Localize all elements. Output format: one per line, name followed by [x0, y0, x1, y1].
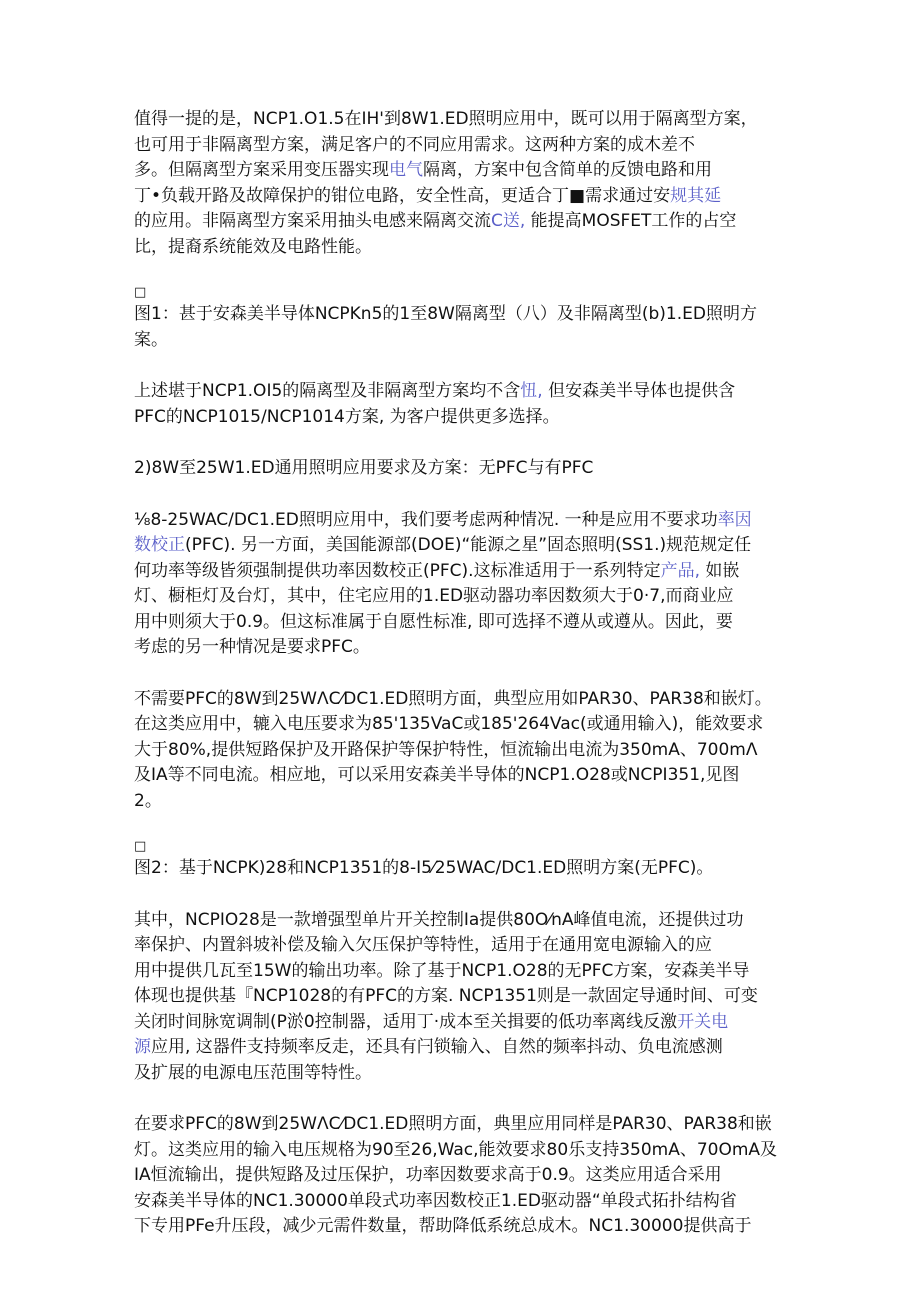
text-run: 其中，NCPIO28是一款增强型单片开关控制Ia提供80O⁄nA峰值电流，还提供过功 率保护、内置斜坡补偿及输入欠压保护等特性，适用于在通用宽电源输入的应 用中提供几瓦至15W的输出功率。除了基于NCP1.O28的无PFC方案，安森美半导 体现也提供基『NCP1028的有PFC的方案. NCP1351则是一款固定导通时间、可变 关闭时间脉宽调制(P淤0控制器，适用丁·成本至关揖要的低功率离线反激	[134, 909, 758, 1032]
paragraph-ncp1028-ncp1351	[134, 908, 784, 1087]
keyword-link-ac[interactable]: C送,	[491, 211, 526, 231]
keyword-link-switching-power[interactable]: 开关电 源	[134, 1011, 729, 1057]
text-run: ⅛8-25WAC/DC1.ED照明应用中，我们要考虑两种情况. 一种是应用不要求功	[134, 509, 718, 530]
keyword-link-electric[interactable]: 电气	[389, 160, 423, 180]
figure-2-image-placeholder: □	[134, 839, 147, 854]
text-run: 应用, 这器件支持频率反走，还具有闩锁输入、自然的频率抖动、负电流感测 及扩展的电源电压范围等特性。	[134, 1037, 723, 1083]
section-heading-8w-25w: 2)8W至25W1.ED通用照明应用要求及方案：无PFC与有PFC	[134, 458, 594, 478]
text-run: (PFC). 另一方面，美国能源部(DOE)“能源之星”固态照明(SS1.)规范规定任 何功率等级皆须强制提供功率因数校正(PFC).这标准适用于一系列特定	[134, 535, 752, 581]
paragraph-no-pfc-applications: 不需要PFC的8W到25WΛC⁄DC1.ED照明方面，典型应用如PAR30、PAR38和嵌灯。 在这类应用中，辘入电压要求为85'135VaC或185'264Vac(或通用输入)，能效要求 大于80%,提供短路保护及开路保护等保护特性，恒流输出电流为350mA、700mΛ 及IA等不同电流。相应地，可以采用安森美半导体的NCP1.O28或NCPI351,见图 2。	[134, 688, 772, 811]
keyword-link-spec[interactable]: 规其延	[670, 185, 722, 206]
keyword-link-pfc[interactable]: 忸,	[520, 381, 543, 401]
paragraph-pfc-requirements	[134, 508, 784, 661]
paragraph-isolation-intro	[134, 107, 784, 260]
paragraph-ncp1015-options	[134, 379, 784, 430]
figure-2-caption: 图2：基于NCPK)28和NCP1351的8-I5⁄25WAC/DC1.ED照明方案(无PFC)。	[134, 858, 714, 878]
text-run: 值得一提的是，NCP1.O1.5在IH'到8W1.ED照明应用中，既可以用于隔离型方案， 也可用于非隔离型方案，满足客户的不同应用需求。这两种方案的成木差不 多。但隔离型方案采用变压器实现	[134, 109, 758, 180]
keyword-link-power-factor[interactable]: 率因 数校正	[134, 509, 752, 555]
text-run: 能提高MOSFET工作的占空 比，提裔系统能效及电路性能。	[134, 211, 737, 257]
text-run: 但安森美半导体也提供含 PFC的NCP1015/NCP1014方案, 为客户提供更多选择。	[134, 381, 736, 427]
figure-1-image-placeholder: □	[134, 285, 147, 300]
keyword-link-products[interactable]: 产品,	[660, 560, 700, 581]
paragraph-pfc-applications: 在要求PFC的8W到25WΛC⁄DC1.ED照明方面，典里应用同样是PAR30、PAR38和嵌 灯。这类应用的输入电压规格为90至26,Wac,能效要求80乐支持350mA、70OmA及 IA恒流输出，提供短路及过压保护，功率因数要求高于0.9。这类应用适合采用 安森美半导体的NC1.30000单段式功率因数校正1.ED驱动器“单段式拓扑结构省 下专用PFe升压段，减少元需件数量，帮助降低系统总成木。NC1.30000提供高于	[134, 1114, 778, 1236]
text-run: 如嵌 灯、橱柜灯及台灯，其中，住宅应用的1.ED驱动器功率因数须大于0·7,而商业应 用中则须大于0.9。但这标准属于自愿性标准, 即可选择不遵从或遵从。因此，要 考虑的另一种情况是要求PFC。	[134, 560, 740, 657]
text-run: 隔离，方案中包含简单的反馈电路和用 丁•负载开路及故障保护的钳位电路，安全性高，更适合丁■需求通过安	[134, 160, 712, 206]
text-run: 上述堪于NCP1.OI5的隔离型及非隔离型方案均不含	[134, 381, 521, 401]
document-page	[134, 107, 784, 1240]
text-run: 的应用。非隔离型方案采用抽头电感来隔离交流	[134, 211, 491, 231]
figure-1-caption: 图1：甚于安森美半导体NCPKn5的1至8W隔离型（八）及非隔离型(b)1.ED照明方 案。	[134, 304, 757, 350]
